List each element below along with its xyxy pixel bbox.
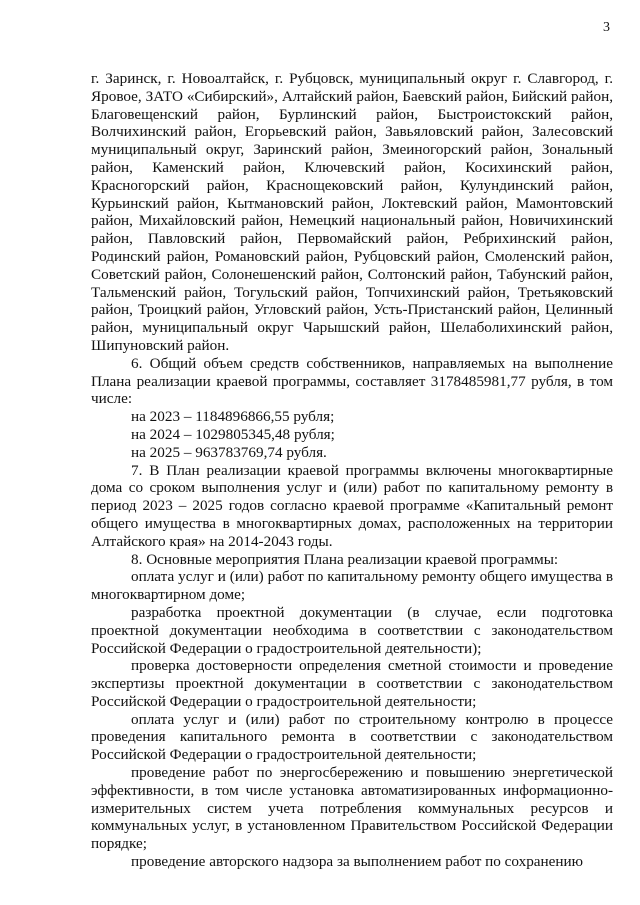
paragraph-item-7: 7. В План реализации краевой программы включены многоквартирные дома со сроком выполнения услуг и (или) работ по капитальному ремонту в период 2023 – 2025 годов согласно краевой программе «Капитальный ремонт общего имущества в многоквартирных домах, расположенных на территории Алтайского края» на 2014-2043 годы. [91, 461, 613, 550]
paragraph-measure-5: проведение работ по энергосбережению и повышению энергетической эффективности, в том числе установка автоматизированных информационно-измерительных систем учета потребления коммунальных ресурсов и коммунальных услуг, в установленном Правительством Российской Федерации порядке; [91, 764, 613, 853]
paragraph-item-8: 8. Основные мероприятия Плана реализации краевой программы: [131, 550, 559, 568]
paragraph-measure-4: оплата услуг и (или) работ по строительному контролю в процессе проведения капитального ремонта в соответствии с законодательством Российской Федерации о градостроительной деятельности; [91, 710, 613, 764]
paragraph-year-2025: на 2025 – 963783769,74 рубля. [131, 443, 327, 461]
paragraph-year-2023: на 2023 – 1184896866,55 рубля; [131, 408, 335, 426]
paragraph-municipalities: г. Заринск, г. Новоалтайск, г. Рубцовск, муниципальный округ г. Славгород, г. Яровое, ЗАТО «Сибирский», Алтайский район, Баевский район, Бийский район, Благовещенский район, Бурлинский район, Быстроистокский район, Волчихинский район, Егорьевский район, Завьяловский район, Залесовский муниципальный округ, Заринский район, Змеиногорский район, Зональный район, Каменский район, Ключевский район, Косихинский район, Красногорский район, Краснощековский район, Кулундинский район, Курьинский район, Кытмановский район, Локтевский район, Мамонтовский район, Михайловский район, Немецкий национальный район, Новичихинский район, Павловский район, Первомайский район, Ребрихинский район, Родинский район, Романовский район, Рубцовский район, Смоленский район, Советский район, Солонешенский район, Солтонский район, Табунский район, Тальменский район, Тогульский район, Топчихинский район, Третьяковский район, Троицкий район, Угловский район, Усть-Пристанский район, Целинный район, муниципальный округ Чарышский район, Шелаболихинский район, Шипуновский район. [91, 70, 613, 354]
page-number: 3 [603, 20, 610, 35]
paragraph-year-2024: на 2024 – 1029805345,48 рубля; [131, 425, 335, 443]
paragraph-item-6: 6. Общий объем средств собственников, направляемых на выполнение Плана реализации краевой программы, составляет 3178485981,77 рубля, в том числе: [91, 354, 613, 408]
document-body [91, 70, 613, 871]
paragraph-measure-6: проведение авторского надзора за выполнением работ по сохранению [131, 853, 584, 871]
paragraph-measure-1: оплата услуг и (или) работ по капитальному ремонту общего имущества в многоквартирном доме; [91, 568, 613, 604]
paragraph-measure-3: проверка достоверности определения сметной стоимости и проведение экспертизы проектной документации в соответствии с законодательством Российской Федерации о градостроительной деятельности; [91, 657, 613, 710]
paragraph-measure-2: разработка проектной документации (в случае, если подготовка проектной документации необходима в соответствии с законодательством Российской Федерации о градостроительной деятельности); [91, 603, 613, 657]
